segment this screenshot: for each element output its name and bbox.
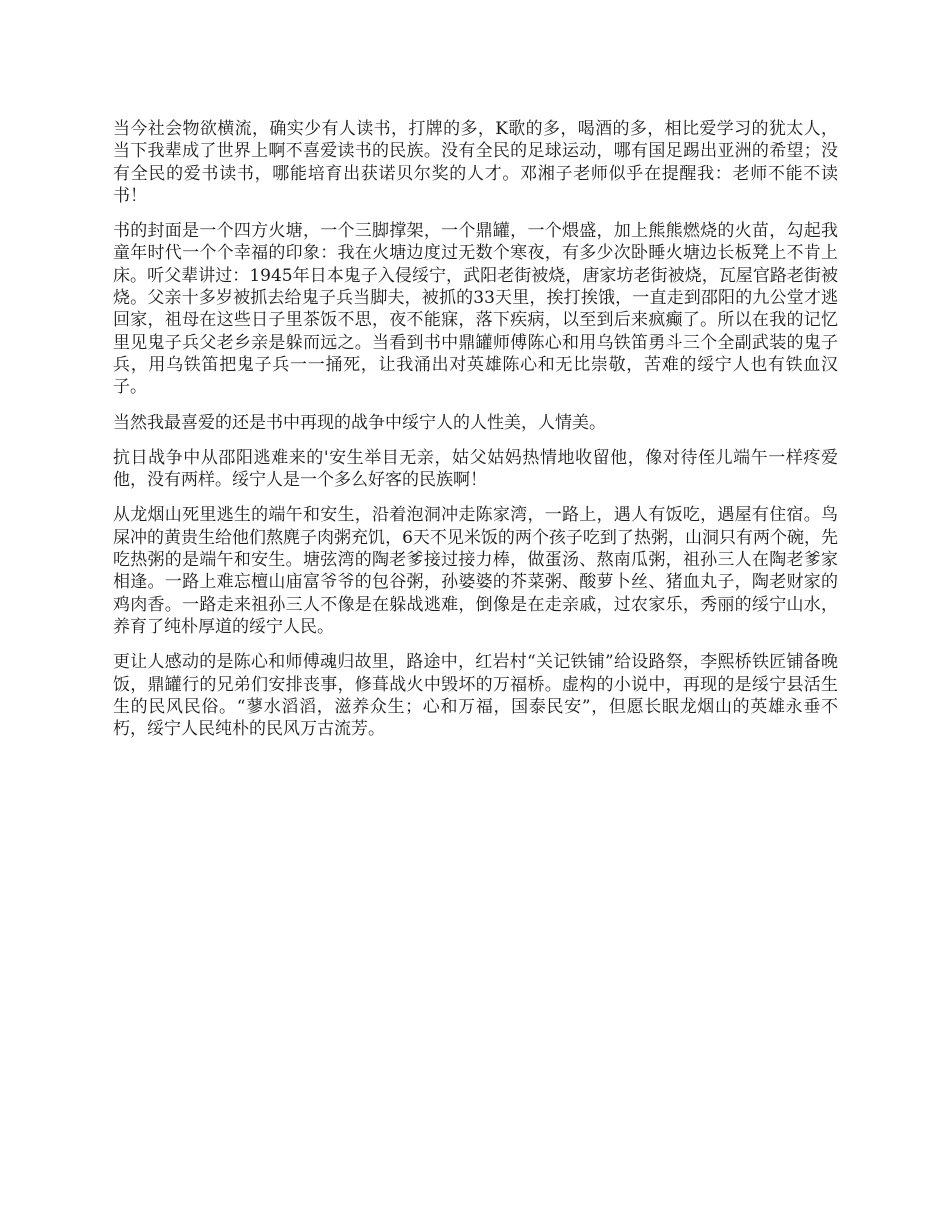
paragraph-2: 书的封面是一个四方火塘，一个三脚撑架，一个鼎罐，一个煨盛，加上熊熊燃烧的火苗，勾起我童年时代一个个幸福的印象：我在火塘边度过无数个寒夜，有多少次卧睡火塘边长板凳上不肯上床。听父辈讲过：1945年日本鬼子入侵绥宁，武阳老街被烧，唐家坊老街被烧，瓦屋官路老街被烧。父亲十多岁被抓去给鬼子兵当脚夫，被抓的33天里，挨打挨饿，一直走到邵阳的九公堂才逃回家，祖母在这些日子里茶饭不思，夜不能寐，落下疾病，以至到后来疯癫了。所以在我的记忆里见鬼子兵父老乡亲是躲而远之。当看到书中鼎罐师傅陈心和用乌铁笛勇斗三个全副武装的鬼子兵，用乌铁笛把鬼子兵一一捅死，让我涌出对英雄陈心和无比崇敬，苦难的绥宁人也有铁血汉子。 [113,221,838,398]
paragraph-6: 更让人感动的是陈心和师傅魂归故里，路途中，红岩村“关记铁铺”给设路祭，李熙桥铁匠铺备晚饭，鼎罐行的兄弟们安排丧事，修葺战火中毁坏的万福桥。虚构的小说中，再现的是绥宁县活生生的民风民俗。“蓼水滔滔，滋养众生；心和万福，国泰民安”，但愿长眠龙烟山的英雄永垂不朽，绥宁人民纯朴的民风万古流芳。 [113,652,838,740]
paragraph-1: 当今社会物欲横流，确实少有人读书，打牌的多，K歌的多，喝酒的多，相比爱学习的犹太人，当下我辈成了世界上啊不喜爱读书的民族。没有全民的足球运动，哪有国足踢出亚洲的希望；没有全民的爱书读书，哪能培育出获诺贝尔奖的人才。邓湘子老师似乎在提醒我：老师不能不读书！ [113,119,838,206]
paragraph-5: 从龙烟山死里逃生的端午和安生，沿着泡洞冲走陈家湾，一路上，遇人有饭吃，遇屋有住宿。鸟屎冲的黄贵生给他们熬麂子肉粥充饥，6天不见米饭的两个孩子吃到了热粥，山洞只有两个碗，先吃热粥的是端午和安生。塘弦湾的陶老爹接过接力棒，做蛋汤、熬南瓜粥，祖孙三人在陶老爹家相逢。一路上难忘檀山庙富爷爷的包谷粥，孙婆婆的芥菜粥、酸萝卜丝、猪血丸子，陶老财家的鸡肉香。一路走来祖孙三人不像是在躲战逃难，倒像是在走亲戚，过农家乐，秀丽的绥宁山水，养育了纯朴厚道的绥宁人民。 [113,505,838,637]
paragraph-3: 当然我最喜爱的还是书中再现的战争中绥宁人的人性美，人情美。 [113,412,606,433]
paragraph-4: 抗日战争中从邵阳逃难来的'安生举目无亲，姑父姑妈热情地收留他，像对待侄儿端午一样疼爱他，没有两样。绥宁人是一个多么好客的民族啊！ [113,447,838,491]
document-body [113,118,838,753]
